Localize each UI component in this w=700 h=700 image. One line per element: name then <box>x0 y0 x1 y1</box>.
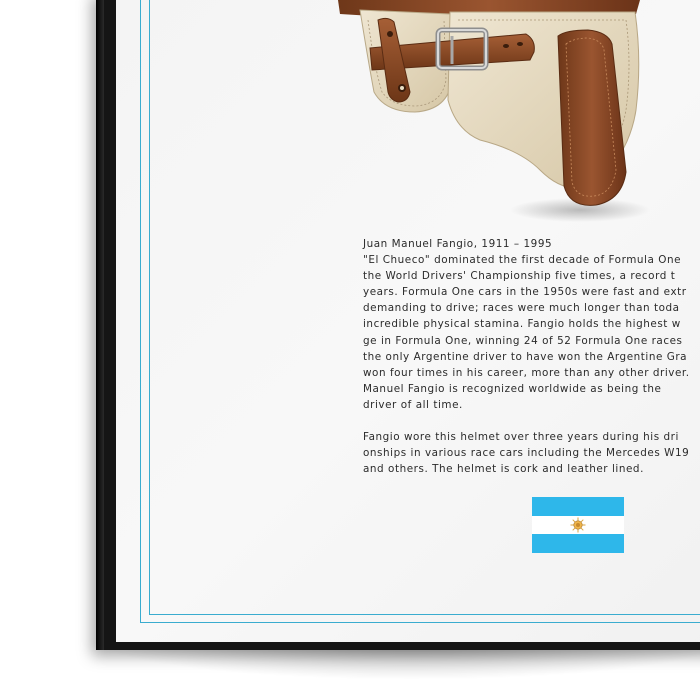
caption-line: years. Formula One cars in the 1950s were fast and extr <box>363 286 687 299</box>
helmet-caption <box>363 236 700 477</box>
caption-line: driver of all time. <box>363 398 463 411</box>
caption-line: the World Drivers' Championship five times, a record t <box>363 270 676 283</box>
caption-line: demanding to drive; races were much longer than toda <box>363 302 680 315</box>
flag-stripe-bottom <box>532 534 624 553</box>
argentina-flag <box>532 497 624 553</box>
sun-of-may-icon <box>570 517 586 533</box>
caption-line: "El Chueco" dominated the first decade of Formula One <box>363 254 682 267</box>
caption-line: Manuel Fangio is recognized worldwide as being the <box>363 382 662 395</box>
caption-line: and others. The helmet is cork and leather lined. <box>363 463 644 476</box>
frame-edge <box>96 0 104 650</box>
caption-line: the only Argentine driver to have won the Argentine Gra <box>363 350 688 363</box>
caption-line: onships in various race cars including the Mercedes W19 <box>363 447 690 460</box>
flag-stripe-top <box>532 497 624 516</box>
paragraph-gap <box>363 413 700 429</box>
caption-title: Juan Manuel Fangio, 1911 – 1995 <box>363 238 553 250</box>
caption-line: ge in Formula One, winning 24 of 52 Formula One races <box>363 334 683 347</box>
caption-line: won four times in his career, more than any other driver. <box>363 366 690 379</box>
caption-line: Fangio wore this helmet over three years during his dri <box>363 431 679 444</box>
caption-line: incredible physical stamina. Fangio holds the highest w <box>363 318 681 331</box>
helmet-illustration <box>330 0 700 230</box>
